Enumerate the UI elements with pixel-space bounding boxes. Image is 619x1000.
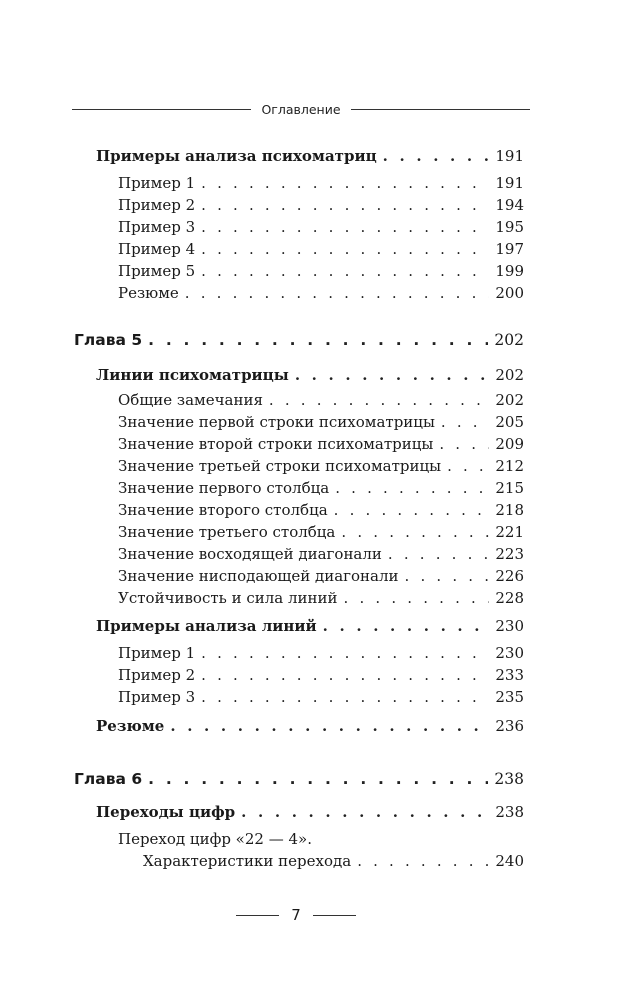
toc-entry-page: 228 — [489, 588, 524, 608]
toc-entry-page: 221 — [489, 522, 524, 542]
leader-dots — [201, 173, 489, 193]
toc-entry-page: 191 — [489, 173, 524, 193]
toc-subentry[interactable] — [118, 412, 524, 432]
toc-entry-page: 200 — [489, 283, 524, 303]
toc-subentry[interactable] — [118, 195, 524, 215]
toc-subentry[interactable] — [118, 522, 524, 542]
leader-dots — [441, 412, 489, 432]
leader-dots — [201, 687, 489, 707]
toc-entry-title: Значение третьего столбца — [118, 522, 341, 542]
toc-entry-page: 223 — [489, 544, 524, 564]
leader-dots — [201, 665, 489, 685]
leader-dots — [241, 802, 489, 822]
toc-subentry[interactable] — [118, 390, 524, 410]
toc-chapter-entry[interactable] — [74, 769, 524, 789]
toc-entry-title: Значение второго столбца — [118, 500, 334, 520]
toc-entry-title: Глава 6 — [74, 769, 148, 789]
toc-entry-page: 209 — [489, 434, 524, 454]
toc-subentry[interactable] — [118, 566, 524, 586]
toc-subentry[interactable] — [118, 456, 524, 476]
leader-dots — [335, 478, 489, 498]
leader-dots — [185, 283, 490, 303]
toc-entry-title: Устойчивость и сила линий — [118, 588, 344, 608]
toc-section-entry[interactable] — [96, 616, 524, 636]
toc-entry-title: Глава 5 — [74, 330, 148, 350]
toc-entry-page: 226 — [489, 566, 524, 586]
toc-subentry[interactable] — [118, 434, 524, 454]
toc-entry-page: 236 — [489, 716, 524, 736]
toc-entry-page: 240 — [489, 851, 524, 871]
toc-entry-title: Пример 5 — [118, 261, 201, 281]
leader-dots — [439, 434, 489, 454]
toc-entry-page: 238 — [488, 769, 524, 789]
leader-dots — [388, 544, 489, 564]
toc-section-entry[interactable] — [96, 365, 524, 385]
toc-entry-title: Пример 1 — [118, 173, 201, 193]
toc-entry-title: Значение восходящей диагонали — [118, 544, 388, 564]
toc-section-entry[interactable] — [96, 716, 524, 736]
leader-dots — [201, 239, 489, 259]
toc-entry-title: Значение первой строки психоматрицы — [118, 412, 441, 432]
leader-dots — [201, 217, 489, 237]
leader-dots — [341, 522, 489, 542]
leader-dots — [323, 616, 490, 636]
toc-entry-page: 194 — [489, 195, 524, 215]
toc-chapter-entry[interactable] — [74, 330, 524, 350]
toc-subentry[interactable] — [118, 173, 524, 193]
toc-entry-title: Общие замечания — [118, 390, 269, 410]
header-rule-left — [72, 109, 251, 110]
toc-subentry-continuation[interactable] — [143, 851, 524, 871]
toc-entry-title: Значение нисподающей диагонали — [118, 566, 405, 586]
toc-entry-page: 205 — [489, 412, 524, 432]
leader-dots — [357, 851, 489, 871]
toc-section-entry[interactable] — [96, 802, 524, 822]
toc-entry-page: 233 — [489, 665, 524, 685]
toc-subentry[interactable] — [118, 687, 524, 707]
header-title: Оглавление — [261, 101, 341, 117]
toc-entry-page: 197 — [489, 239, 524, 259]
toc-entry-title: Пример 2 — [118, 195, 201, 215]
page-footer — [236, 904, 356, 926]
toc-entry-page: 202 — [488, 330, 524, 350]
leader-dots — [201, 643, 489, 663]
toc-entry-page: 218 — [489, 500, 524, 520]
toc-entry-title: Линии психоматрицы — [96, 365, 295, 385]
toc-subentry-title-line[interactable]: Переход цифр «22 — 4». — [118, 830, 312, 848]
leader-dots — [269, 390, 489, 410]
toc-entry-page: 215 — [489, 478, 524, 498]
toc-subentry[interactable] — [118, 544, 524, 564]
toc-subentry[interactable] — [118, 261, 524, 281]
leader-dots — [383, 146, 490, 166]
toc-entry-page: 212 — [489, 456, 524, 476]
leader-dots — [148, 769, 488, 789]
toc-entry-page: 202 — [489, 365, 524, 385]
toc-entry-page: 235 — [489, 687, 524, 707]
leader-dots — [334, 500, 490, 520]
toc-entry-title: Примеры анализа линий — [96, 616, 323, 636]
toc-subentry[interactable] — [118, 643, 524, 663]
toc-entry-title: Значение второй строки психоматрицы — [118, 434, 439, 454]
toc-entry-title: Значение третьей строки психоматрицы — [118, 456, 447, 476]
leader-dots — [201, 195, 489, 215]
footer-rule-right — [313, 915, 356, 916]
toc-entry-page: 202 — [489, 390, 524, 410]
toc-entry-page: 230 — [489, 643, 524, 663]
toc-entry-title: Резюме — [118, 283, 185, 303]
toc-section-entry[interactable] — [96, 146, 524, 166]
leader-dots — [170, 716, 489, 736]
toc-subentry[interactable] — [118, 217, 524, 237]
toc-subentry[interactable] — [118, 478, 524, 498]
toc-subentry[interactable] — [118, 588, 524, 608]
toc-entry-title: Пример 3 — [118, 217, 201, 237]
toc-entry-title: Пример 2 — [118, 665, 201, 685]
toc-entry-page: 195 — [489, 217, 524, 237]
toc-entry-title: Пример 4 — [118, 239, 201, 259]
toc-entry-title: Характеристики перехода — [143, 851, 357, 871]
running-header — [72, 98, 530, 120]
leader-dots — [201, 261, 489, 281]
toc-entry-page: 199 — [489, 261, 524, 281]
toc-entry-page: 191 — [489, 146, 524, 166]
footer-rule-left — [236, 915, 279, 916]
toc-entry-title: Значение первого столбца — [118, 478, 335, 498]
header-rule-right — [351, 109, 530, 110]
leader-dots — [405, 566, 490, 586]
leader-dots — [148, 330, 488, 350]
leader-dots — [295, 365, 490, 385]
toc-entry-title: Примеры анализа психоматриц — [96, 146, 383, 166]
toc-entry-title: Переходы цифр — [96, 802, 241, 822]
toc-subentry[interactable] — [118, 500, 524, 520]
toc-subentry[interactable] — [118, 283, 524, 303]
toc-entry-title: Пример 3 — [118, 687, 201, 707]
toc-subentry[interactable] — [118, 239, 524, 259]
toc-entry-page: 238 — [489, 802, 524, 822]
page-number: 7 — [291, 906, 301, 924]
leader-dots — [344, 588, 490, 608]
toc-subentry[interactable] — [118, 665, 524, 685]
toc-entry-title: Резюме — [96, 716, 170, 736]
toc-entry-title: Пример 1 — [118, 643, 201, 663]
toc-entry-page: 230 — [489, 616, 524, 636]
leader-dots — [447, 456, 489, 476]
